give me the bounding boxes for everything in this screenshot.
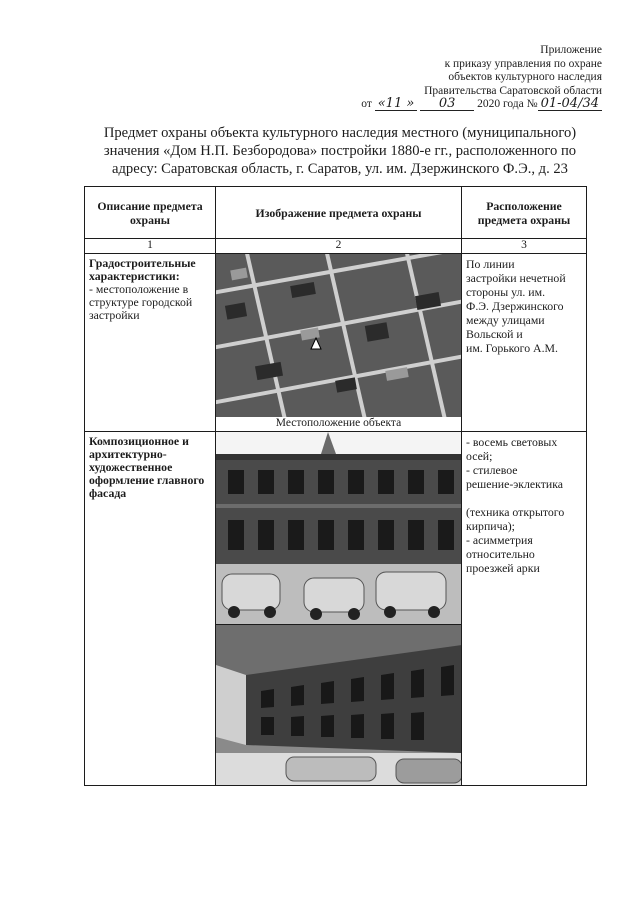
document-title: Предмет охраны объекта культурного наследия местного (муниципального) значения «Дом Н.П. Безбородова» постройки 1880-е гг., расположенного по адресу: Саратовская область, г. Саратов, ул. им. Дзержинского Ф.Э., д. 23 [103,125,577,177]
image-caption: Местоположение объекта [275,417,402,429]
location-line: По линии [466,257,515,271]
column-header-location: Расположение предмета охраны [462,187,587,239]
aerial-map-photo [216,254,461,417]
location-line: решение-эклектика [466,477,563,491]
column-number-row [85,239,587,254]
appendix-line: объектов культурного наследия [448,71,602,83]
row-description: - местоположение в структуре городской застройки [89,282,193,322]
location-cell [462,254,587,432]
order-date-line [361,98,602,111]
protection-table [84,186,587,786]
location-line: кирпича); [466,519,515,533]
location-line: Ф.Э. Дзержинского [466,299,564,313]
column-number: 2 [216,239,462,254]
column-number: 1 [85,239,216,254]
location-line: проезжей арки [466,561,540,575]
table-header-row [85,187,587,239]
column-header-description: Описание предмета охраны [85,187,216,239]
location-line: им. Горького А.М. [466,341,558,355]
location-line: (техника открытого [466,505,565,519]
location-line: - асимметрия [466,533,533,547]
row-heading: Градостроительные характеристики: [89,256,196,283]
order-month: 03 [420,98,474,111]
image-cell [216,254,462,432]
location-line [466,491,582,505]
row-heading: Композиционное и архитектурно-художественное оформление главного фасада [89,434,205,500]
appendix-line: к приказу управления по охране [444,57,602,70]
order-number: 01-04/34 [538,98,602,111]
location-line: застройки нечетной [466,271,566,285]
location-line: осей; [466,449,493,463]
appendix-block [372,44,602,98]
location-line: - восемь световых [466,435,558,449]
column-header-image: Изображение предмета охраны [216,187,462,239]
location-line: - стилевое [466,463,518,477]
location-line: относительно [466,547,535,561]
order-year: 2020 года № [477,98,538,110]
description-cell [85,254,216,432]
facade-photo-front [216,432,461,624]
description-cell [85,432,216,786]
appendix-line: Правительства Саратовской области [424,84,602,97]
location-cell [462,432,587,786]
location-line: между улицами [466,313,545,327]
location-line: стороны ул. им. [466,285,546,299]
order-day: «11 » [375,98,418,111]
appendix-line: Приложение [540,44,602,56]
date-prefix: от [361,98,372,110]
image-cell [216,432,462,786]
location-line: Вольской и [466,327,523,341]
column-number: 3 [462,239,587,254]
facade-photo-perspective [216,624,461,785]
table-row [85,432,587,786]
table-row [85,254,587,432]
